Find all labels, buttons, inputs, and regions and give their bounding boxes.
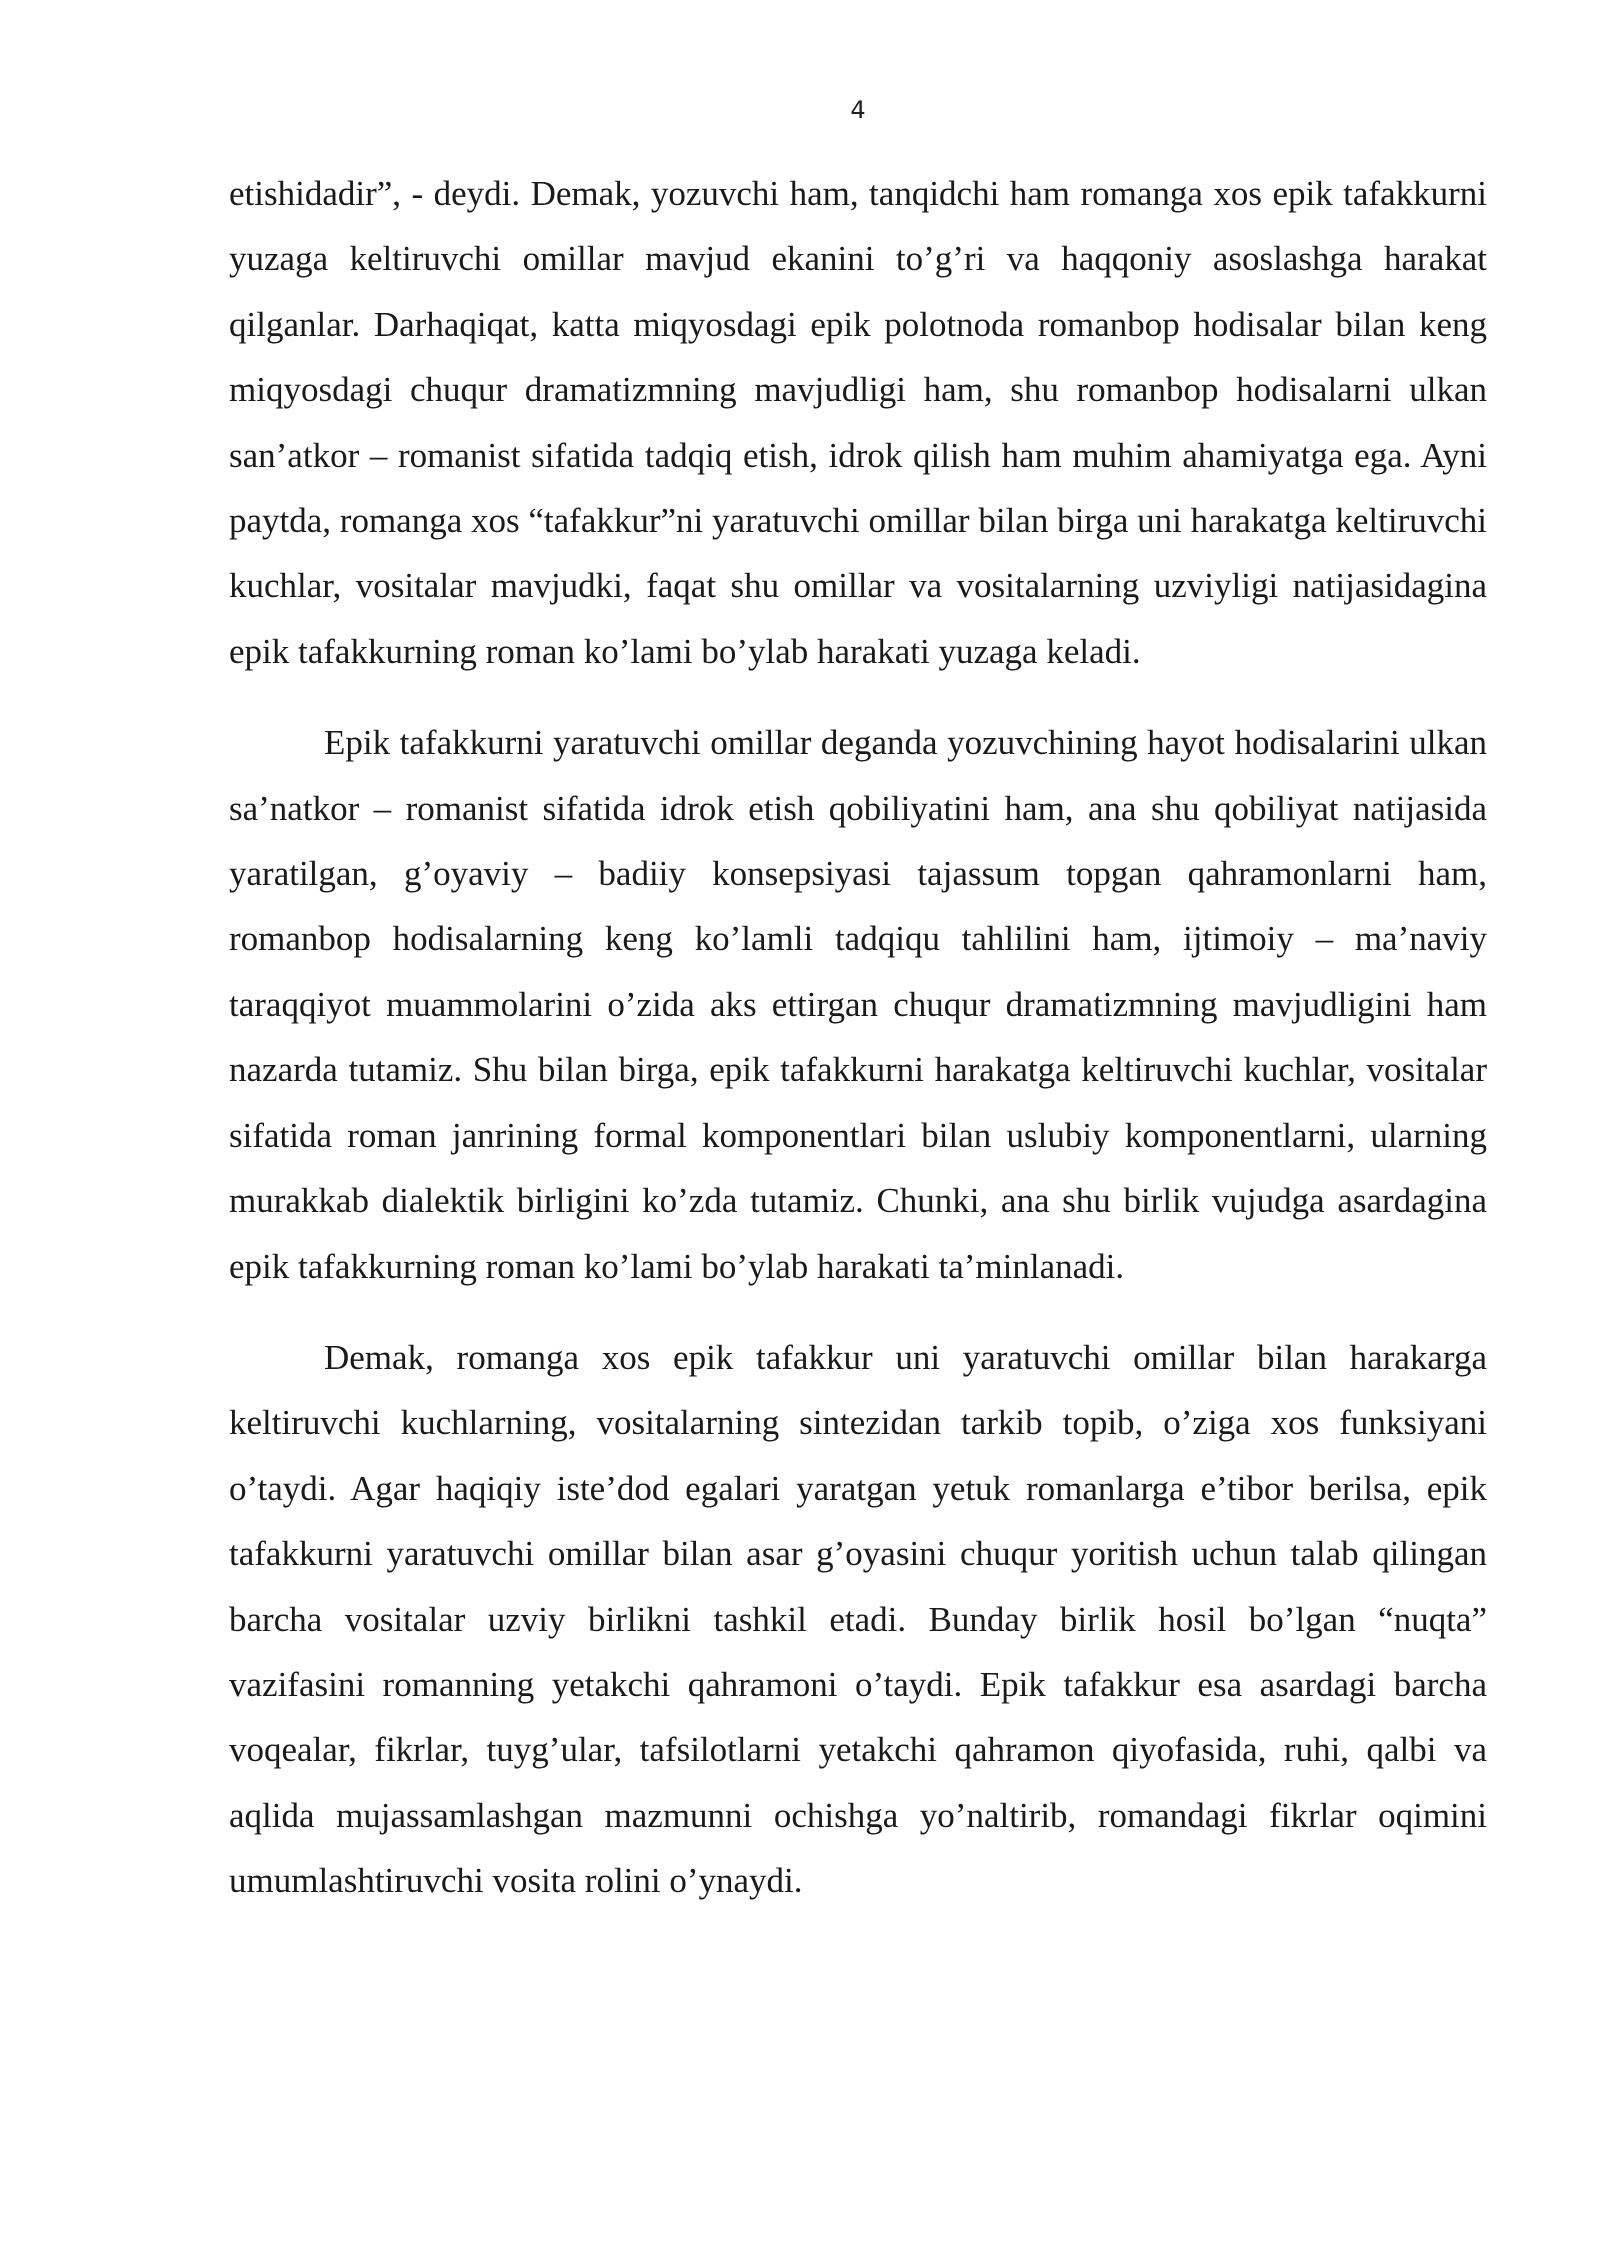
paragraph-continuation: etishidadir”, - deydi. Demak, yozuvchi ham, tanqidchi ham romanga xos epik tafakkurni yuzaga keltiruvchi omillar mavjud ekanini to’g’ri va haqqoniy asoslashga harakat qilganlar. Darhaqiqat, katta miqyosdagi epik polotnoda romanbop hodisalar bilan keng miqyosdagi chuqur dramatizmning mavjudligi ham, shu romanbop hodisalarni ulkan san’atkor – romanist sifatida tadqiq etish, idrok qilish ham muhim ahamiyatga ega. Ayni paytda, romanga xos “tafakkur”ni yaratuvchi omillar bilan birga uni harakatga keltiruvchi kuchlar, vositalar mavjudki, faqat shu omillar va vositalarning uzviyligi natijasidagina epik tafakkurning roman ko’lami bo’ylab harakati yuzaga keladi. — [229, 174, 1487, 671]
paragraph-epic-thinking-factors: Epik tafakkurni yaratuvchi omillar deganda yozuvchining hayot hodisalarini ulkan sa’natkor – romanist sifatida idrok etish qobiliyatini ham, ana shu qobiliyat natijasida yaratilgan, g’oyaviy – badiiy konsepsiyasi tajassum topgan qahramonlarni ham, romanbop hodisalarning keng ko’lamli tadqiqu tahlilini ham, ijtimoiy – ma’naviy taraqqiyot muammolarini o’zida aks ettirgan chuqur dramatizmning mavjudligini ham nazarda tutamiz. Shu bilan birga, epik tafakkurni harakatga keltiruvchi kuchlar, vositalar sifatida roman janrining formal komponentlari bilan uslubiy komponentlarni, ularning murakkab dialektik birligini ko’zda tutamiz. Chunki, ana shu birlik vujudga asardagina epik tafakkurning roman ko’lami bo’ylab harakati ta’minlanadi. — [229, 723, 1487, 1286]
paragraph-conclusion: Demak, romanga xos epik tafakkur uni yaratuvchi omillar bilan harakarga keltiruvchi kuchlarning, vositalarning sintezidan tarkib topib, o’ziga xos funksiyani o’taydi. Agar haqiqiy iste’dod egalari yaratgan yetuk romanlarga e’tibor berilsa, epik tafakkurni yaratuvchi omillar bilan asar g’oyasini chuqur yoritish uchun talab qilingan barcha vositalar uzviy birlikni tashkil etadi. Bunday birlik hosil bo’lgan “nuqta” vazifasini romanning yetakchi qahramoni o’taydi. Epik tafakkur esa asardagi barcha voqealar, fikrlar, tuyg’ular, tafsilotlarni yetakchi qahramon qiyofasida, ruhi, qalbi va aqlida mujassamlashgan mazmunni ochishga yo’naltirib, romandagi fikrlar oqimini umumlashtiruvchi vosita rolini o’ynaydi. — [229, 1337, 1487, 1901]
page-number: 4 — [850, 96, 866, 124]
body-text — [229, 161, 1487, 1914]
